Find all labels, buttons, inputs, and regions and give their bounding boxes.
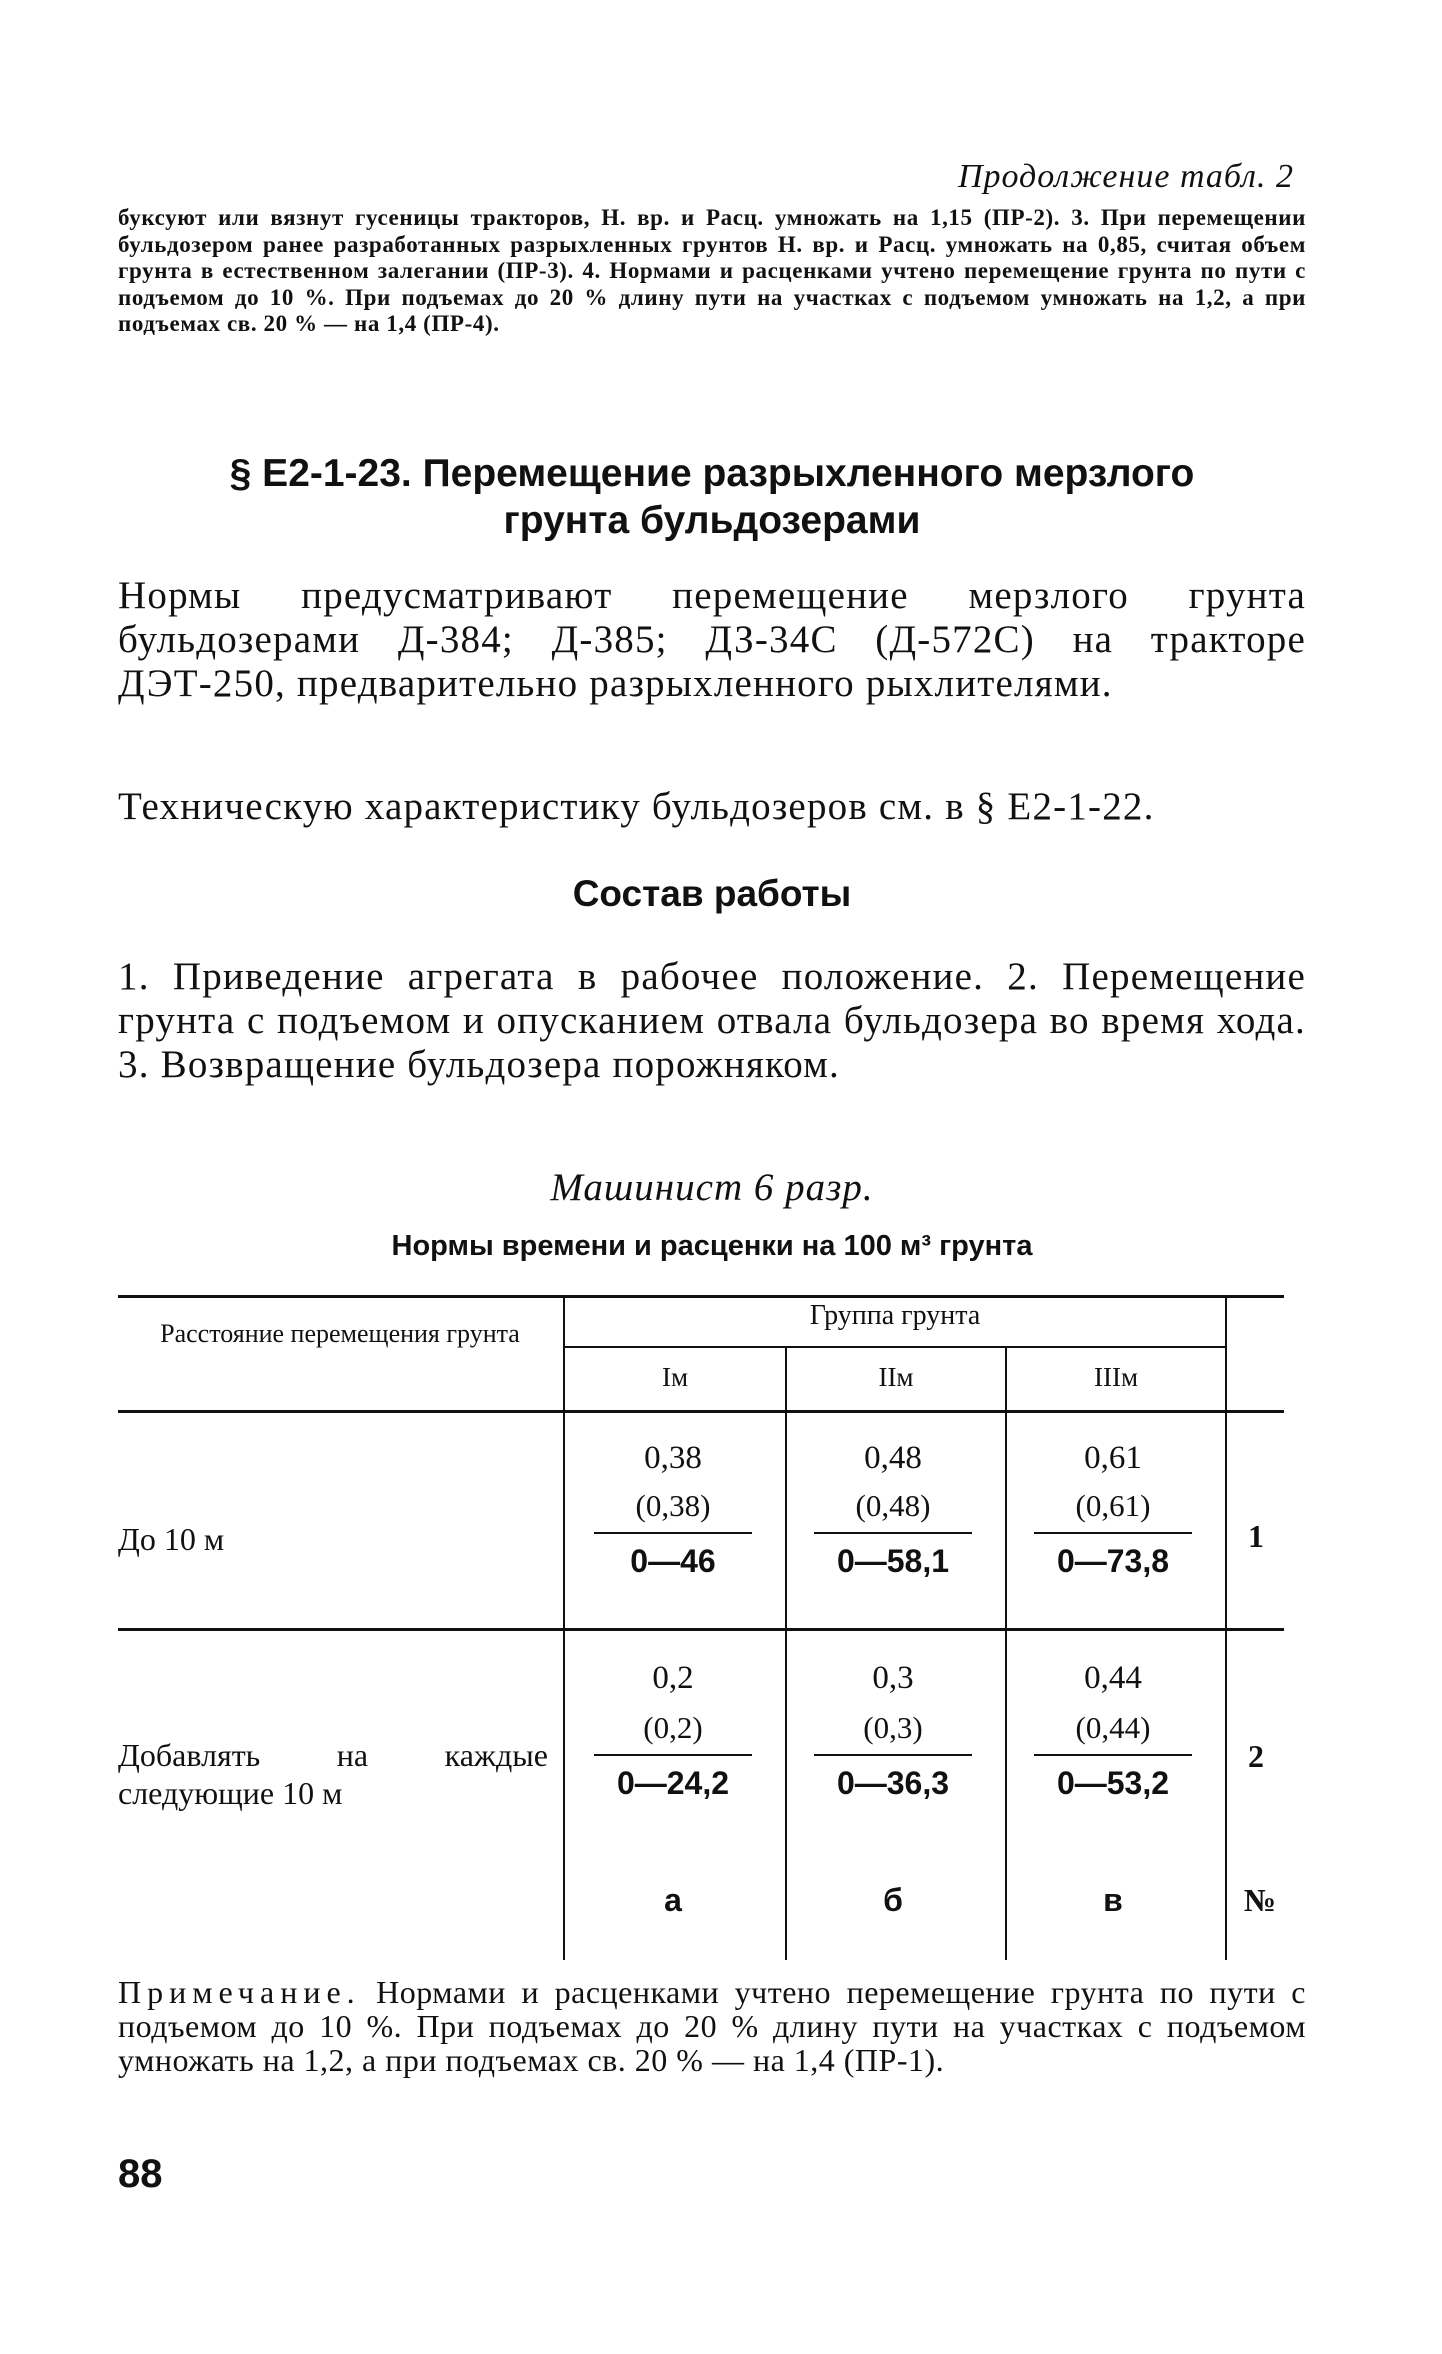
- column-code: а: [664, 1882, 682, 1918]
- table-header-rule: [118, 1410, 1284, 1413]
- column-code: в: [1103, 1882, 1123, 1918]
- value-rate: 0—58,1: [836, 1543, 950, 1579]
- header-soil-group: Группа грунта: [809, 1300, 981, 1331]
- value-norm: 0,3: [872, 1660, 914, 1696]
- table-top-rule: [118, 1295, 1284, 1298]
- value-norm-paren: (0,61): [1075, 1488, 1151, 1523]
- value-rate: 0—24,2: [616, 1765, 730, 1801]
- table-caption: Нормы времени и расценки на 100 м³ грунта: [391, 1230, 1033, 1262]
- number-header: №: [1243, 1882, 1277, 1918]
- paragraph-work-steps: 1. Приведение агрегата в рабочее положение. 2. Перемещение грунта с подъемом и опусканием отвала бульдозера во время хода. 3. Возвращение бульдозера порожняком.: [118, 955, 1306, 1086]
- value-norm: 0,48: [864, 1440, 922, 1476]
- value-rate: 0—53,2: [1056, 1765, 1170, 1801]
- table-note: [118, 1975, 1306, 2077]
- fraction-line: [1034, 1754, 1192, 1756]
- row-label: До 10 м: [118, 1521, 225, 1557]
- section-title-line2: грунта бульдозерами: [503, 499, 921, 542]
- header-group-3: IIIм: [1093, 1362, 1139, 1392]
- paragraph-reference: Техническую характеристику бульдозеров см. в § Е2-1-22.: [118, 785, 1155, 828]
- row-number: 2: [1248, 1738, 1264, 1774]
- note-text: Нормами и расценками учтено перемещение грунта по пути с подъемом до 10 %. При подъемах до 20 % длину пути на участках с подъемом умножать на 1,2, а при подъемах св. 20 % — на 1,4 (ПР-1).: [118, 1974, 1306, 2078]
- value-rate: 0—46: [630, 1543, 716, 1579]
- fraction-line: [814, 1754, 972, 1756]
- header-group-1: Iм: [661, 1362, 689, 1392]
- value-rate: 0—36,3: [836, 1765, 950, 1801]
- section-title: [118, 450, 1306, 544]
- table-group-rule: [565, 1346, 1225, 1348]
- fraction-line: [1034, 1532, 1192, 1534]
- value-norm-paren: (0,38): [635, 1488, 711, 1523]
- note-label: Примечание.: [118, 1974, 361, 2010]
- row-number: 1: [1248, 1518, 1264, 1554]
- value-norm: 0,2: [652, 1660, 694, 1696]
- work-composition-title: Состав работы: [572, 873, 852, 914]
- column-code: б: [883, 1882, 903, 1918]
- table-vline-4: [1225, 1298, 1227, 1960]
- value-norm: 0,38: [644, 1440, 702, 1476]
- fraction-line: [594, 1754, 752, 1756]
- page-number: 88: [118, 2152, 163, 2196]
- continuation-header: Продолжение табл. 2: [957, 158, 1294, 195]
- paragraph-scope: Нормы предусматривают перемещение мерзлого грунта бульдозерами Д-384; Д-385; ДЗ-34С (Д-572С) на тракторе ДЭТ-250, предварительно разрыхленного рыхлителями.: [118, 574, 1306, 705]
- fraction-line: [594, 1532, 752, 1534]
- table-vline-1: [563, 1298, 565, 1960]
- header-distance: Расстояние перемещения грунта: [160, 1319, 520, 1348]
- value-norm-paren: (0,2): [643, 1710, 703, 1745]
- fraction-line: [814, 1532, 972, 1534]
- table-row-rule: [118, 1628, 1284, 1631]
- section-title-line1: § Е2-1-23. Перемещение разрыхленного мерзлого: [229, 452, 1195, 495]
- value-norm-paren: (0,44): [1075, 1710, 1151, 1745]
- header-group-2: IIм: [878, 1362, 914, 1392]
- table-vline-2: [785, 1348, 787, 1960]
- worker-grade: Машинист 6 разр.: [550, 1166, 874, 1209]
- row-label: Добавлять на каждые следующие 10 м: [118, 1737, 548, 1811]
- value-norm-paren: (0,3): [863, 1710, 923, 1745]
- value-norm: 0,61: [1084, 1440, 1142, 1476]
- value-norm: 0,44: [1084, 1660, 1142, 1696]
- top-paragraph: буксуют или вязнут гусеницы тракторов, Н. вр. и Расц. умножать на 1,15 (ПР-2). 3. При перемещении бульдозером ранее разработанных разрыхленных грунтов Н. вр. и Расц. умножать на 0,85, считая объем грунта в естественном залегании (ПР-3). 4. Нормами и расценками учтено перемещение грунта по пути с подъемом до 10 %. При подъемах до 20 % длину пути на участках с подъемом умножать на 1,2, а при подъемах св. 20 % — на 1,4 (ПР-4).: [118, 205, 1306, 336]
- table-vline-3: [1005, 1348, 1007, 1960]
- value-norm-paren: (0,48): [855, 1488, 931, 1523]
- value-rate: 0—73,8: [1056, 1543, 1170, 1579]
